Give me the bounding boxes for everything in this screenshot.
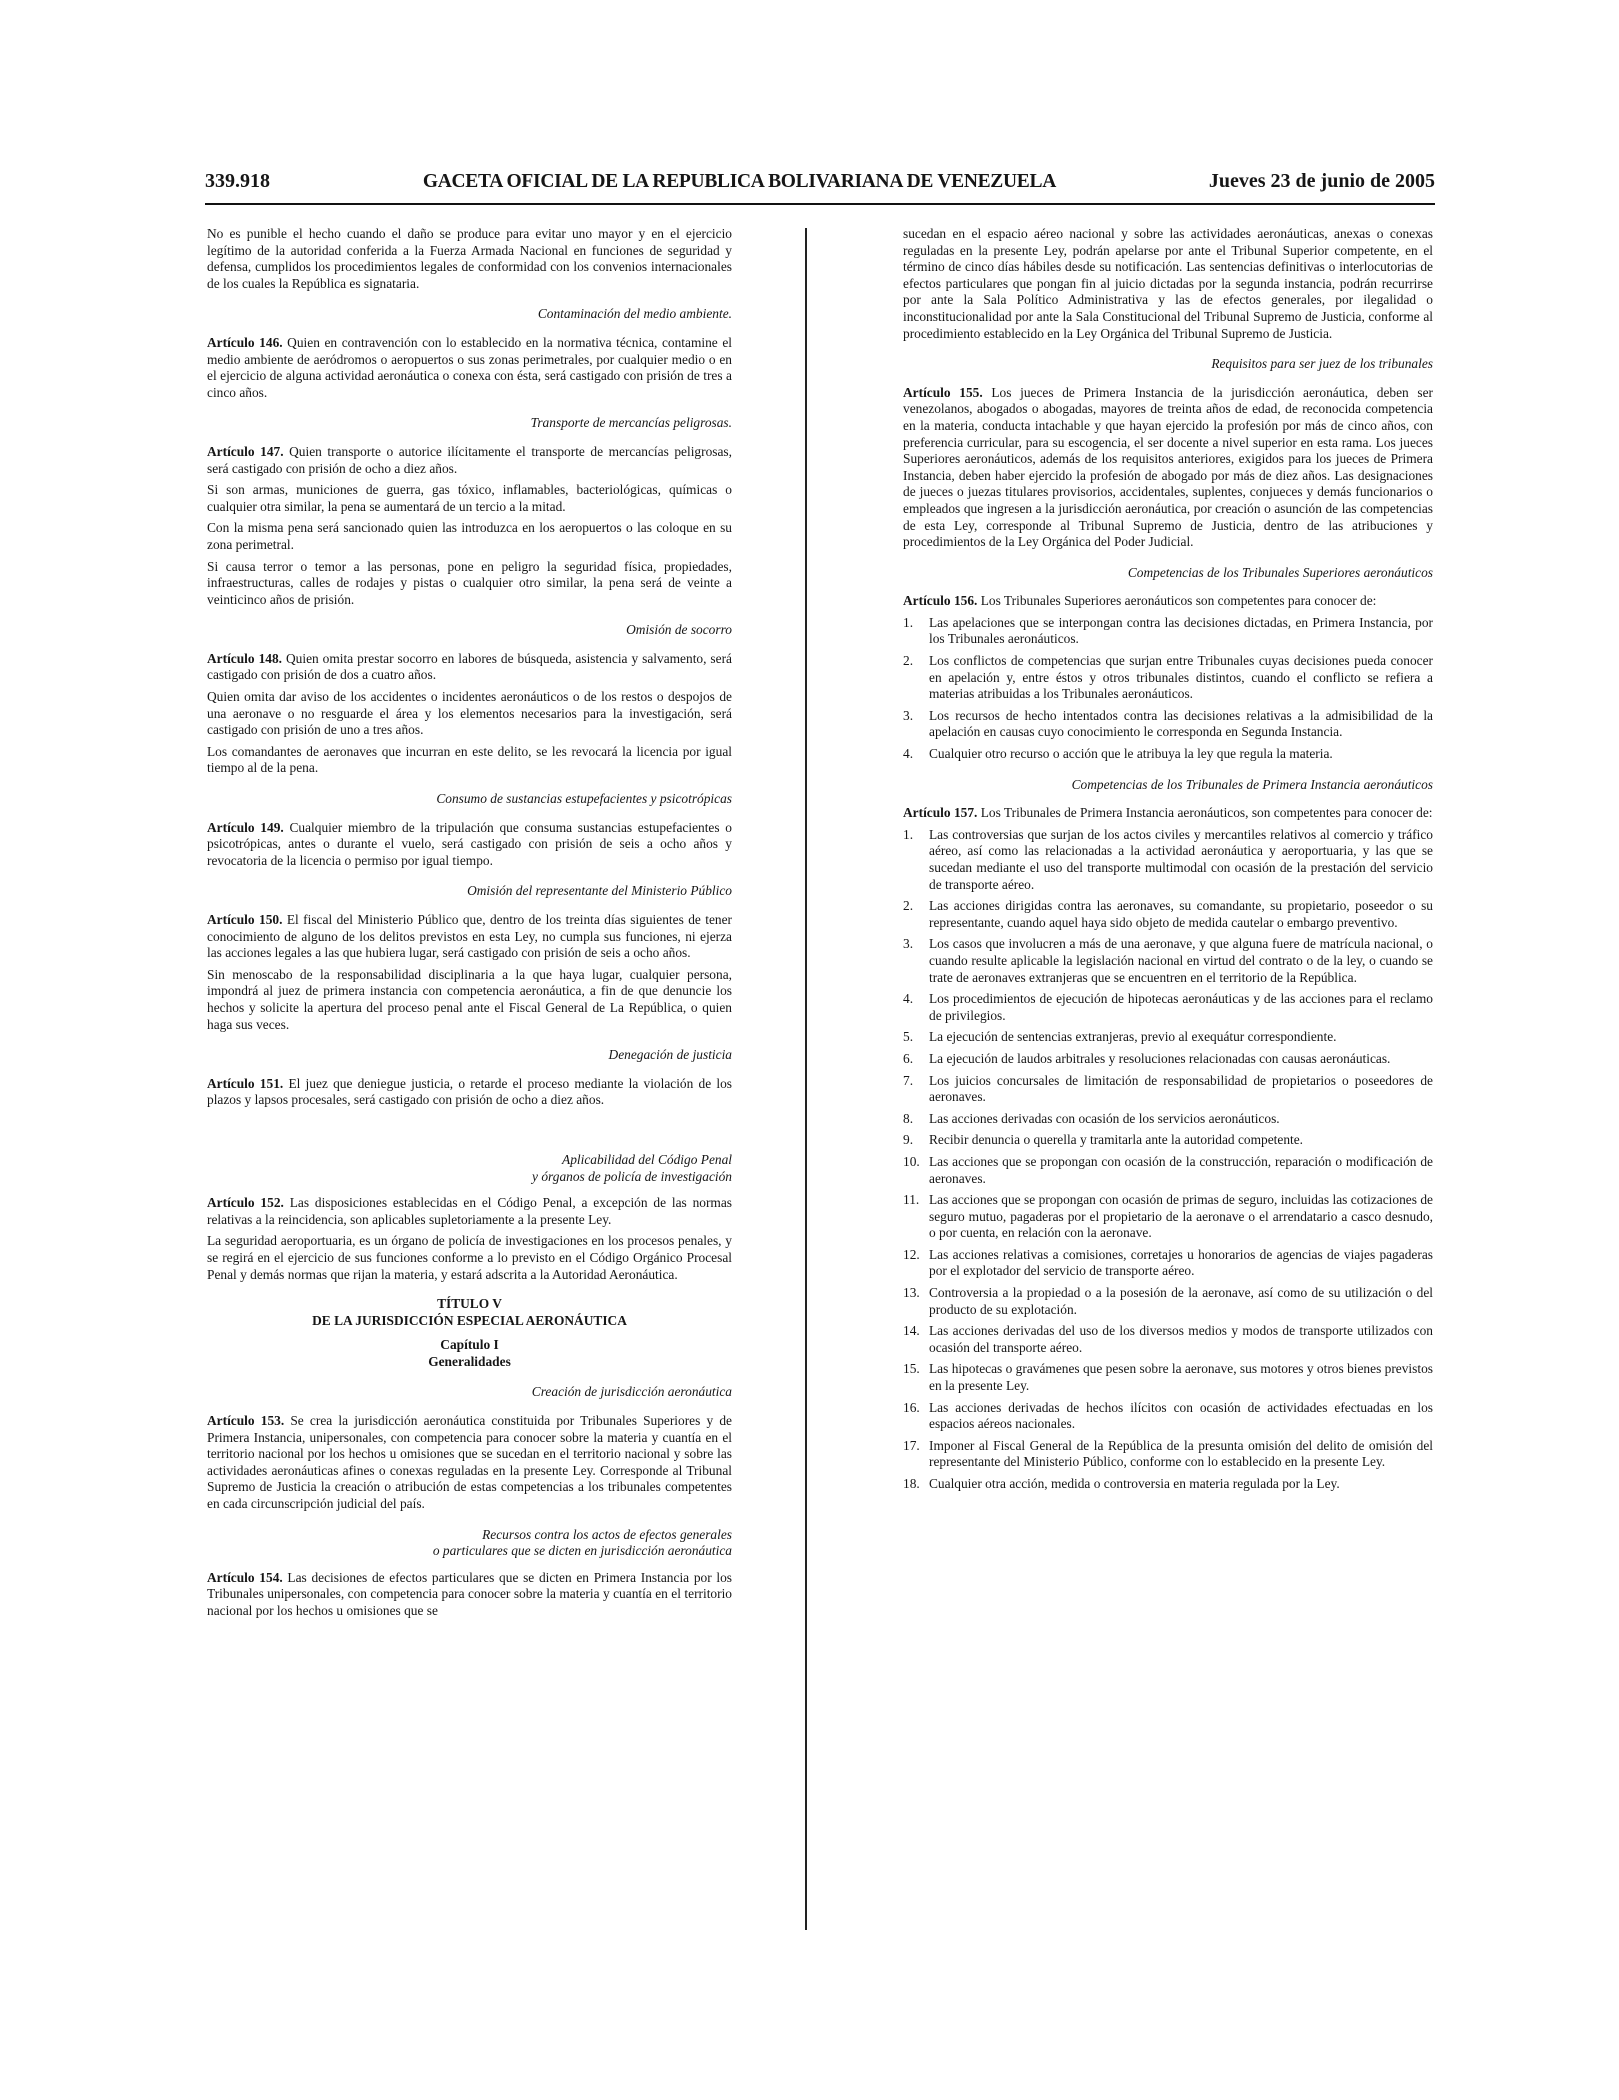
article-151-text: El juez que deniegue justicia, o retarde el proceso mediante la violación de los plazos y lapsos procesales, será castigado con prisión de ocho a diez años.: [207, 1075, 732, 1108]
article-146-text: Quien en contravención con lo establecido en la normativa técnica, contamine el medio ambiente de aeródromos o aeropuertos o sus zonas perimetrales, por cualquier medio o en el ejercicio de alguna actividad aeronáutica o conexa con ésta, será castigado con prisión de tres a cinco años.: [207, 334, 732, 400]
article-154-continuation: sucedan en el espacio aéreo nacional y sobre las actividades aeronáuticas, anexas o conexas reguladas en la presente Ley, podrán apelarse por ante el Tribunal Superior competente, en el término de cinco días hábiles desde su notificación. Las sentencias definitivas o interlocutorias de efectos particulares que pongan fin al juicio dictadas por la segunda instancia, podrán recurrirse por ante la Sala Político Administrativa y las de efectos generales, por ilegalidad o inconstitucionalidad por ante la Sala Constitucional del Tribunal Supremo de Justicia, conforme al procedimiento establecido en la Ley Orgánica del Tribunal Supremo de Justicia.: [903, 226, 1433, 341]
article-156-item-text: Los recursos de hecho intentados contra las decisiones relativas a la admisibilidad de la apelación en causas cuyo conocimiento le corresponda en Segunda Instancia.: [929, 707, 1433, 740]
left-column: [207, 226, 732, 1625]
article-156-list: [903, 615, 1433, 763]
rubric-154: [207, 1527, 732, 1560]
article-157-item-text: La ejecución de laudos arbitrales y resoluciones relacionadas con causas aeronáuticas.: [929, 1050, 1391, 1066]
article-157-item-text: Las acciones derivadas del uso de los diversos medios y modos de transporte utilizados con ocasión del transporte aéreo.: [929, 1323, 1433, 1355]
article-157-list: [903, 827, 1433, 1493]
article-155-text: Los jueces de Primera Instancia de la jurisdicción aeronáutica, deben ser venezolanos, abogados o abogadas, mayores de treinta años de edad, de reconocida competencia en la materia, conducta intachable y que hayan ejercido la profesión por más de cinco años, con preferencia curricular, para su escogencia, el ser docente a nivel superior en esta rama. Los jueces Superiores aeronáuticos, además de los requisitos anteriores, exigidos para los jueces de Primera Instancia, deben haber ejercido la profesión de abogado por más de diez años. Las designaciones de jueces o juezas titulares provisorios, accidentales, suplentes, conjueces y demás funcionarios o empleados que ingresen a la jurisdicción aeronáutica, por creación o asunción de las competencias de esta Ley, corresponde al Tribunal Supremo de Justicia, dentro de las atribuciones y procedimientos de la Ley Orgánica del Poder Judicial.: [903, 384, 1433, 550]
gazette-title: GACETA OFICIAL DE LA REPUBLICA BOLIVARIANA DE VENEZUELA: [422, 171, 1056, 192]
article-156-item-number: 1.: [903, 614, 914, 630]
article-157-item: [903, 1247, 1433, 1280]
article-156-item-number: 3.: [903, 707, 914, 723]
article-155: [903, 385, 1433, 551]
rubric-149: Consumo de sustancias estupefacientes y psicotrópicas: [436, 791, 732, 807]
article-157-item-text: Los casos que involucren a más de una aeronave, y que alguna fuere de matrícula nacional, o cuando resulte aplicable la legislación nacional en virtud del contrato o de la ley, o cuando se trate de aeronaves extranjeras que se encuentren en el territorio de la República.: [929, 936, 1433, 985]
rubric-148: Omisión de socorro: [626, 622, 732, 638]
article-153-text: Se crea la jurisdicción aeronáutica constituida por Tribunales Superiores y de Primera Instancia, unipersonales, con competencia para conocer sobre la materia y cuantía en el territorio nacional por los hechos u omisiones que se sucedan en el territorio nacional y sobre las actividades aeronáuticas afines o conexas reguladas en la presente Ley. Corresponde al Tribunal Supremo de Justicia la creación o atribución de estas competencias a los tribunales competentes en cada circunscripción judicial del país.: [207, 1413, 732, 1512]
spacer: [207, 1288, 732, 1296]
article-147-paragraph-2: Si son armas, municiones de guerra, gas tóxico, inflamables, bacteriológicas, químicas o cualquier otra similar, la pena se aumentará de un tercio a la mitad.: [207, 482, 732, 514]
rubric-152: [207, 1152, 732, 1185]
article-149-label: Artículo 149.: [207, 819, 284, 835]
article-156-label: Artículo 156.: [903, 593, 978, 609]
article-157-item: [903, 1111, 1433, 1128]
article-148-text: Quien omita prestar socorro en labores de búsqueda, asistencia y salvamento, será castigado con prisión de dos a cuatro años.: [207, 650, 732, 683]
article-157-item-text: Las acciones derivadas de hechos ilícitos con ocasión de actividades efectuadas en los espacios aéreos nacionales.: [929, 1399, 1433, 1432]
article-157-item-number: 17.: [903, 1437, 920, 1453]
intro-paragraph: No es punible el hecho cuando el daño se produce para evitar uno mayor y en el ejercicio legítimo de la autoridad conferida a la Fuerza Armada Nacional en funciones de seguridad y defensa, cumplidos los procedimientos legales de conformidad con los convenios internacionales de los cuales la República es signataria.: [207, 226, 732, 291]
article-157-item-text: La ejecución de sentencias extranjeras, previo al exequátur correspondiente.: [929, 1029, 1337, 1045]
article-155-label: Artículo 155.: [903, 384, 983, 400]
gazette-number: 339.918: [205, 170, 270, 192]
article-156-item: [903, 615, 1433, 648]
article-150-paragraph-2: Sin menoscabo de la responsabilidad disciplinaria a la que haya lugar, cualquier persona, impondrá al juez de primera instancia con competencia aeronáutica, a fin de que denuncie los hechos y solicite la apertura del proceso penal ante el Fiscal General de La República, o quien haga sus veces.: [207, 966, 732, 1032]
article-157-item-text: Los juicios concursales de limitación de responsabilidad de propietarios o poseedores de aeronaves.: [929, 1072, 1433, 1105]
article-157-item: [903, 1154, 1433, 1187]
article-156: [903, 593, 1433, 610]
article-157-text: Los Tribunales de Primera Instancia aeronáuticos, son competentes para conocer de:: [977, 805, 1433, 821]
spacer: [207, 1329, 732, 1337]
article-150-text: El fiscal del Ministerio Público que, dentro de los treinta días siguientes de tener conocimiento de alguno de los delitos previstos en esta Ley, no cumpla sus funciones, ni ejerza las acciones legales a las que hubiera lugar, será castigado con prisión de seis a ocho años.: [207, 912, 733, 961]
article-153-label: Artículo 153.: [207, 1413, 285, 1429]
article-157-item-number: 8.: [903, 1110, 914, 1126]
article-152-text: Las disposiciones establecidas en el Código Penal, a excepción de las normas relativas a la reincidencia, son aplicables supletoriamente a la presente Ley.: [207, 1195, 732, 1227]
article-147-label: Artículo 147.: [207, 443, 284, 459]
rubric-155: Requisitos para ser juez de los tribunales: [1211, 356, 1433, 372]
article-157-item: [903, 827, 1433, 893]
right-column: [903, 226, 1433, 1498]
gazette-date: Jueves 23 de junio de 2005: [1208, 170, 1435, 192]
article-157-item-number: 5.: [903, 1029, 914, 1045]
article-157-item-number: 10.: [903, 1153, 920, 1169]
article-156-item-number: 2.: [903, 653, 914, 669]
article-157-item: [903, 1029, 1433, 1046]
header-rule: [205, 203, 1435, 205]
article-151-label: Artículo 151.: [207, 1075, 284, 1091]
article-147-paragraph-3: Con la misma pena será sancionado quien las introduzca en los aeropuertos o las coloque en su zona perimetral.: [207, 520, 732, 552]
article-157-item-number: 2.: [903, 898, 914, 914]
rubric-150: Omisión del representante del Ministerio Público: [467, 883, 732, 899]
article-156-item-text: Las apelaciones que se interpongan contra las decisiones dictadas, en Primera Instancia, por los Tribunales aeronáuticos.: [929, 614, 1433, 647]
rubric-152-line-2: y órganos de policía de investigación: [532, 1168, 732, 1184]
article-157-item: [903, 1051, 1433, 1068]
article-157-item: [903, 936, 1433, 986]
article-157-item-text: Los procedimientos de ejecución de hipotecas aeronáuticas y de las acciones para el reclamo de privilegios.: [929, 991, 1433, 1023]
article-157-item: [903, 1476, 1433, 1493]
article-156-item-text: Cualquier otro recurso o acción que le atribuya la ley que regula la materia.: [929, 746, 1333, 762]
rubric-147: Transporte de mercancías peligrosas.: [530, 415, 732, 431]
rubric-154-line-2: o particulares que se dicten en jurisdicción aeronáutica: [432, 1543, 732, 1559]
article-157-item-text: Las hipotecas o gravámenes que pesen sobre la aeronave, sus motores y otros bienes previstos en la presente Ley.: [929, 1361, 1433, 1394]
article-157-item-text: Las controversias que surjan de los actos civiles y mercantiles relativos al comercio y tráfico aéreo, así como las relacionadas a la actividad aeronáutica y aeroportuaria, y las que se sucedan mediante el uso del transporte multimodal con ocasión de la prestación del servicio de transporte aéreo.: [929, 826, 1433, 892]
article-157-item-text: Controversia a la propiedad o a la posesión de la aeronave, así como de su utilización o del producto de su explotación.: [929, 1285, 1433, 1317]
article-157-item-number: 9.: [903, 1132, 914, 1148]
article-157-item: [903, 1323, 1433, 1356]
article-157-item-number: 6.: [903, 1050, 914, 1066]
article-153: [207, 1413, 732, 1513]
article-157-item-text: Las acciones relativas a comisiones, corretajes u honorarios de agencias de viajes pagaderas por el explotador del servicio de transporte aéreo.: [929, 1246, 1433, 1279]
article-157-item-number: 16.: [903, 1399, 920, 1415]
article-152: [207, 1195, 732, 1228]
article-147-text: Quien transporte o autorice ilícitamente el transporte de mercancías peligrosas, será castigado con prisión de ocho a diez años.: [207, 443, 732, 476]
article-152-paragraph-2: La seguridad aeroportuaria, es un órgano de policía de investigaciones en los procesos penales, y se regirá en el ejercicio de sus funciones conforme a lo previsto en el Código Orgánico Procesal Penal y demás normas que rijan la materia, y estará adscrita a la Autoridad Aeronáutica.: [207, 1233, 732, 1282]
article-156-item-text: Los conflictos de competencias que surjan entre Tribunales cuyas decisiones pueda conocer en apelación y, entre éstos y otros tribunales distintos, cuando el conflicto se refiera a materias atribuidas a los Tribunales aeronáuticos.: [929, 653, 1433, 702]
title-subheading: DE LA JURISDICCIÓN ESPECIAL AERONÁUTICA: [312, 1312, 627, 1328]
rubric-151: Denegación de justicia: [608, 1047, 732, 1063]
article-157: [903, 805, 1433, 822]
article-154: [207, 1570, 732, 1620]
article-151: [207, 1076, 732, 1109]
article-157-item-text: Recibir denuncia o querella y tramitarla ante la autoridad competente.: [929, 1132, 1304, 1148]
article-148-paragraph-3: Los comandantes de aeronaves que incurran en este delito, se les revocará la licencia por igual tiempo al de la pena.: [207, 743, 732, 776]
article-157-item-number: 15.: [903, 1361, 920, 1377]
article-154-text: Las decisiones de efectos particulares que se dicten en Primera Instancia por los Tribunales unipersonales, con competencia para conocer sobre la materia y cuantía en el territorio nacional por los hechos u omisiones que se: [207, 1569, 732, 1618]
article-157-item-text: Imponer al Fiscal General de la República de la presunta omisión del delito de omisión del representante del Ministerio Público, conforme con lo establecido en la presente Ley.: [929, 1437, 1433, 1470]
article-157-item-text: Las acciones que se propongan con ocasión de primas de seguro, incluidas las cotizaciones de seguro mutuo, pagaderas por el propietario de la aeronave o el arrendatario a casco desnudo, o por cuenta, en relación con la aeronave.: [929, 1192, 1433, 1241]
article-157-item-number: 18.: [903, 1476, 920, 1491]
article-148-label: Artículo 148.: [207, 650, 283, 666]
rubric-152-line-1: Aplicabilidad del Código Penal: [562, 1151, 732, 1167]
article-150-label: Artículo 150.: [207, 912, 283, 927]
article-157-item: [903, 1438, 1433, 1471]
article-157-item-text: Cualquier otra acción, medida o controversia en materia regulada por la Ley.: [929, 1476, 1340, 1491]
article-157-item: [903, 1285, 1433, 1318]
article-157-item: [903, 1361, 1433, 1394]
article-157-item: [903, 1073, 1433, 1106]
article-157-item-number: 1.: [903, 826, 914, 842]
article-149-text: Cualquier miembro de la tripulación que consuma sustancias estupefacientes o psicotrópicas, antes o durante el vuelo, será castigado con prisión de seis a ocho años y revocatoria de la licencia o permiso por igual tiempo.: [207, 819, 732, 868]
article-157-item-number: 7.: [903, 1072, 914, 1088]
article-157-item-number: 11.: [903, 1192, 920, 1208]
chapter-heading: Capítulo I: [440, 1337, 499, 1353]
spacer: [207, 1114, 732, 1148]
rubric-154-line-1: Recursos contra los actos de efectos generales: [482, 1526, 732, 1542]
article-147-paragraph-4: Si causa terror o temor a las personas, pone en peligro la seguridad física, propiedades, infraestructuras, calles de rodajes y pistas o cualquier otro similar, la pena será de veinte a veinticinco años de prisión.: [207, 558, 732, 607]
article-146-label: Artículo 146.: [207, 334, 283, 350]
article-157-label: Artículo 157.: [903, 805, 978, 821]
article-146: [207, 335, 732, 401]
article-156-item: [903, 708, 1433, 741]
article-157-item-number: 12.: [903, 1246, 920, 1262]
article-157-item-number: 13.: [903, 1285, 920, 1301]
article-157-item-text: Las acciones dirigidas contra las aeronaves, su comandante, su propietario, poseedor o su representante, cuando aquel haya sido objeto de medida cautelar o embargo preventivo.: [929, 898, 1433, 930]
article-148-paragraph-2: Quien omita dar aviso de los accidentes o incidentes aeronáuticos o de los restos o despojos de una aeronave o no resguarde el área y los elementos necesarios para la investigación, será castigado con prisión de uno a tres años.: [207, 689, 732, 738]
article-157-item-number: 3.: [903, 936, 914, 952]
article-157-item: [903, 898, 1433, 931]
article-156-text: Los Tribunales Superiores aeronáuticos son competentes para conocer de:: [977, 593, 1377, 609]
article-157-item-text: Las acciones derivadas con ocasión de los servicios aeronáuticos.: [929, 1110, 1280, 1126]
article-156-item: [903, 746, 1433, 763]
article-157-item-number: 14.: [903, 1323, 920, 1339]
title-heading: TÍTULO V: [437, 1296, 502, 1312]
article-157-item-text: Las acciones que se propongan con ocasión de la construcción, reparación o modificación de aeronaves.: [929, 1153, 1433, 1186]
article-147: [207, 444, 732, 477]
article-157-item: [903, 1192, 1433, 1242]
article-157-item: [903, 1132, 1433, 1149]
article-150: [207, 912, 732, 962]
rubric-156: Competencias de los Tribunales Superiores aeronáuticos: [1127, 564, 1433, 580]
article-157-item: [903, 1400, 1433, 1433]
article-154-label: Artículo 154.: [207, 1569, 283, 1585]
article-152-label: Artículo 152.: [207, 1195, 284, 1211]
column-divider: [805, 228, 807, 1930]
article-156-item-number: 4.: [903, 746, 914, 762]
rubric-146: Contaminación del medio ambiente.: [537, 306, 732, 322]
article-157-item-number: 4.: [903, 991, 914, 1007]
article-149: [207, 820, 732, 870]
article-156-item: [903, 653, 1433, 703]
chapter-subheading: Generalidades: [428, 1353, 511, 1369]
article-148: [207, 651, 732, 684]
rubric-153: Creación de jurisdicción aeronáutica: [531, 1384, 732, 1400]
rubric-157: Competencias de los Tribunales de Primera Instancia aeronáuticos: [1071, 776, 1433, 792]
article-157-item: [903, 991, 1433, 1024]
page-header: [205, 170, 1435, 202]
